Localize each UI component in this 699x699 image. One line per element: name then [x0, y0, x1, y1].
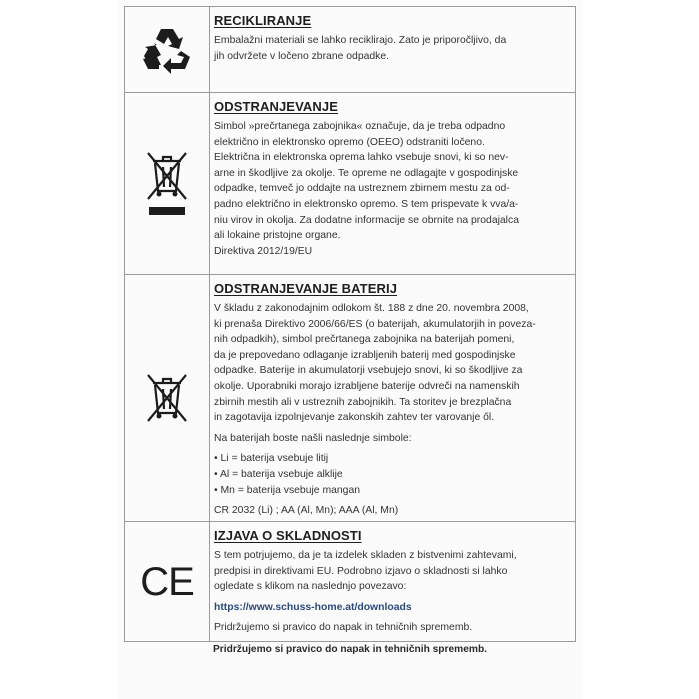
- text-line: zbirnih mestih ali v ustreznih zabojnikih. Ta storitev je brezplačna: [214, 396, 512, 408]
- text-line: ali lokaine pristojne organe.: [214, 230, 341, 242]
- text-line: niu virov in okolja. Za dodatne informacije se obrnite na prodajalca: [214, 214, 519, 226]
- text-line: in zagotavija izpolnjevanje zakonskih zahtev ter varovanje ől.: [214, 412, 495, 424]
- bullet-item: • Li = baterija vsebuje litij: [214, 453, 329, 465]
- section-recycling: [125, 7, 575, 93]
- section-disposal: [125, 93, 575, 275]
- text-line: Embalažni materiali se lahko reciklirajo. Zato je priporočljivo, da: [214, 35, 507, 46]
- battery-bin-icon-cell: [125, 275, 209, 521]
- disposal-text: [214, 99, 569, 259]
- bullet-item: • Al = baterija vsebuje alklije: [214, 468, 343, 480]
- text-line: arne in škodljive za okolje. Te opreme ne odlagajte v gospodinjske: [214, 167, 519, 179]
- crossed-bin-icon: [143, 371, 191, 425]
- batteries-text: [214, 281, 569, 519]
- text-line: V škladu z zakonodajnim odlokom št. 188 z dne 20. novembra 2008,: [214, 303, 529, 314]
- heading-batteries: ODSTRANJEVANJE BATERIJ: [214, 281, 398, 296]
- text-line: nih odpadkih), simbol prečrtanega zabojnika na baterijah pomeni,: [214, 334, 515, 346]
- battery-types: CR 2032 (Li) ; AA (Al, Mn); AAA (Al, Mn): [214, 505, 399, 517]
- text-line: da je prepovedano odlaganje izrabljenih baterij med gospodinjske: [214, 349, 516, 361]
- text-line: S tem potrjujemo, da je ta izdelek skladen z bistvenimi zahtevami,: [214, 550, 517, 561]
- text-line: Električna in elektronska oprema lahko vsebuje snovi, ki so nev-: [214, 152, 509, 164]
- heading-conformity: IZJAVA O SKLADNOSTI: [214, 528, 362, 543]
- ce-icon-cell: [125, 522, 209, 643]
- text-line: predpisi in direktivami EU. Podrobno izjavo o skladnosti si lahko: [214, 565, 508, 577]
- heading-disposal: ODSTRANJEVANJE: [214, 99, 338, 114]
- text-line: odpadke. Baterije in akumulatorji vsebujejo snovi, ki so škodljive za: [214, 365, 523, 377]
- bullet-item: • Mn = baterija vsebuje mangan: [214, 484, 361, 496]
- text-line: električno in elektronsko opremo (OEEO) odstraniti ločeno.: [214, 136, 485, 148]
- ce-mark-icon: CE: [140, 560, 194, 604]
- text-line: ki prenaša Direktivo 2006/66/ES (o baterijah, akumulatorjih in poveza-: [214, 318, 536, 330]
- text-line: Simbol »prečrtanega zabojnika« označuje, da je treba odpadno: [214, 121, 506, 132]
- conformity-text: [214, 528, 569, 636]
- info-table: [124, 6, 576, 642]
- text-line: ogledate s klikom na naslednjo povezavo:: [214, 581, 407, 593]
- bin-icon-cell: [125, 93, 209, 274]
- text-line: okolje. Uporabniki morajo izrabljene baterije odvreči na namenskih: [214, 380, 520, 392]
- text-line: jih odvržete v ločeno zbrane odpadke.: [214, 50, 390, 62]
- downloads-link[interactable]: https://www.schuss-home.at/downloads: [214, 601, 412, 613]
- text-line: padno električno in elektronsko opremo. S tem prispevate k vva/a-: [214, 198, 519, 210]
- recycle-icon: [141, 25, 193, 75]
- heading-recycling: RECIKLIRANJE: [214, 13, 312, 28]
- text-line: odpadke, temveč jo oddajte na ustreznem zbirnem mestu za od-: [214, 183, 510, 195]
- battery-symbols-intro: Na baterijah boste našli naslednje simbole:: [214, 432, 412, 444]
- text-line: Pridržujemo si pravico do napak in tehničnih sprememb.: [214, 622, 473, 634]
- text-line: Direktiva 2012/19/EU: [214, 245, 313, 257]
- recycling-text: [214, 13, 569, 64]
- bottom-note: Pridržujemo si pravico do napak in tehničnih sprememb.: [213, 644, 487, 655]
- crossed-bin-icon: [143, 149, 191, 219]
- section-conformity: [125, 522, 575, 643]
- recycle-icon-cell: [125, 7, 209, 92]
- section-batteries: [125, 275, 575, 522]
